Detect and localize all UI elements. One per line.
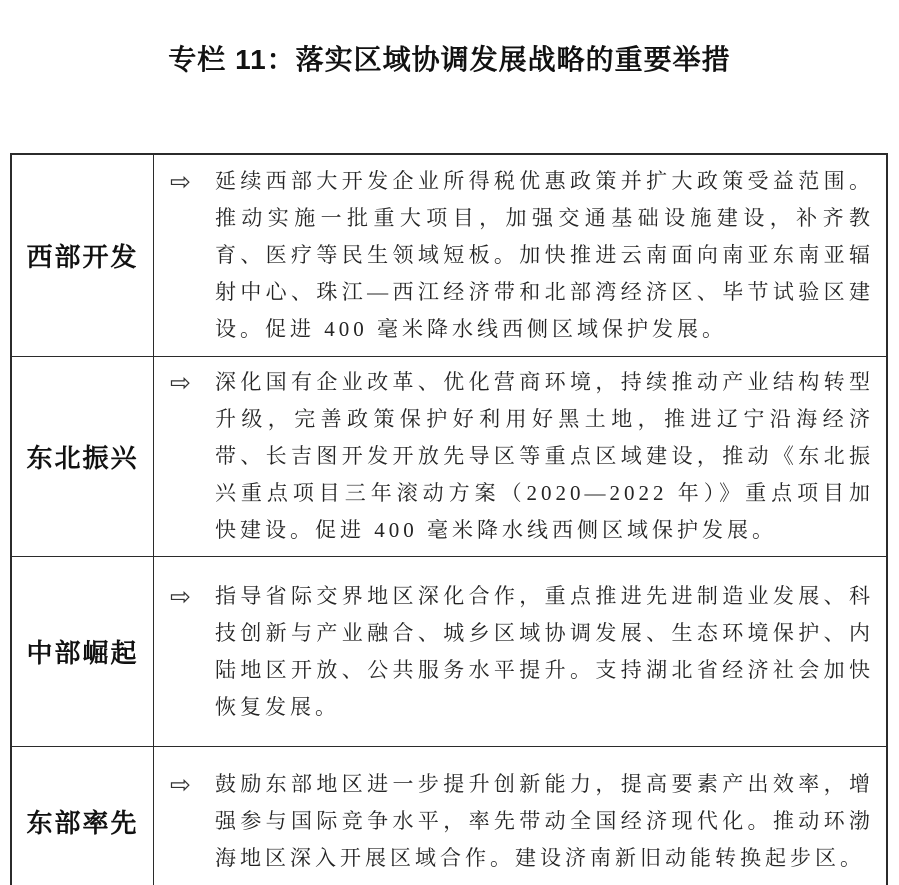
- arrow-bullet-icon: ⇨: [170, 368, 191, 397]
- measure-cell: [154, 747, 886, 885]
- region-label: 西部开发: [12, 155, 154, 356]
- measure-cell: [154, 557, 886, 746]
- region-label: 东部率先: [12, 747, 154, 885]
- table-row: [12, 746, 886, 885]
- measure-text: 指导省际交界地区深化合作，重点推进先进制造业发展、科技创新与产业融合、城乡区域协调发展、生态环境保护、内陆地区开放、公共服务水平提升。支持湖北省经济社会加快恢复发展。: [214, 583, 874, 719]
- region-label: 东北振兴: [12, 357, 154, 556]
- measure-line: [170, 578, 874, 726]
- table-row: [12, 556, 886, 746]
- measure-cell: [154, 357, 886, 556]
- table-row: [12, 155, 886, 356]
- measure-text: 鼓励东部地区进一步提升创新能力，提高要素产出效率，增强参与国际竞争水平，率先带动全国经济现代化。推动环渤海地区深入开展区域合作。建设济南新旧动能转换起步区。: [214, 772, 874, 870]
- page-title: 专栏 11：落实区域协调发展战略的重要举措: [168, 44, 731, 75]
- measure-text: 深化国有企业改革、优化营商环境，持续推动产业结构转型升级，完善政策保护好利用好黑土地，推进辽宁沿海经济带、长吉图开发开放先导区等重点区域建设，推动《东北振兴重点项目三年滚动方案（2020—2022 年）》重点项目加快建设。促进 400 毫米降水线西侧区域保护发展。: [214, 370, 874, 542]
- document-page: [0, 38, 899, 885]
- measure-text: 延续西部大开发企业所得税优惠政策并扩大政策受益范围。推动实施一批重大项目，加强交通基础设施建设，补齐教育、医疗等民生领域短板。加快推进云南面向南亚东南亚辐射中心、珠江—西江经济带和北部湾经济区、毕节试验区建设。促进 400 毫米降水线西侧区域保护发展。: [214, 169, 874, 341]
- measures-table: [10, 153, 888, 885]
- arrow-bullet-icon: ⇨: [170, 581, 191, 611]
- measure-line: [170, 163, 874, 348]
- measure-line: [170, 364, 874, 549]
- measure-cell: [154, 155, 886, 356]
- arrow-bullet-icon: ⇨: [170, 167, 191, 196]
- measure-line: [170, 766, 874, 877]
- region-label: 中部崛起: [12, 557, 154, 746]
- table-row: [12, 356, 886, 556]
- arrow-bullet-icon: ⇨: [170, 770, 191, 799]
